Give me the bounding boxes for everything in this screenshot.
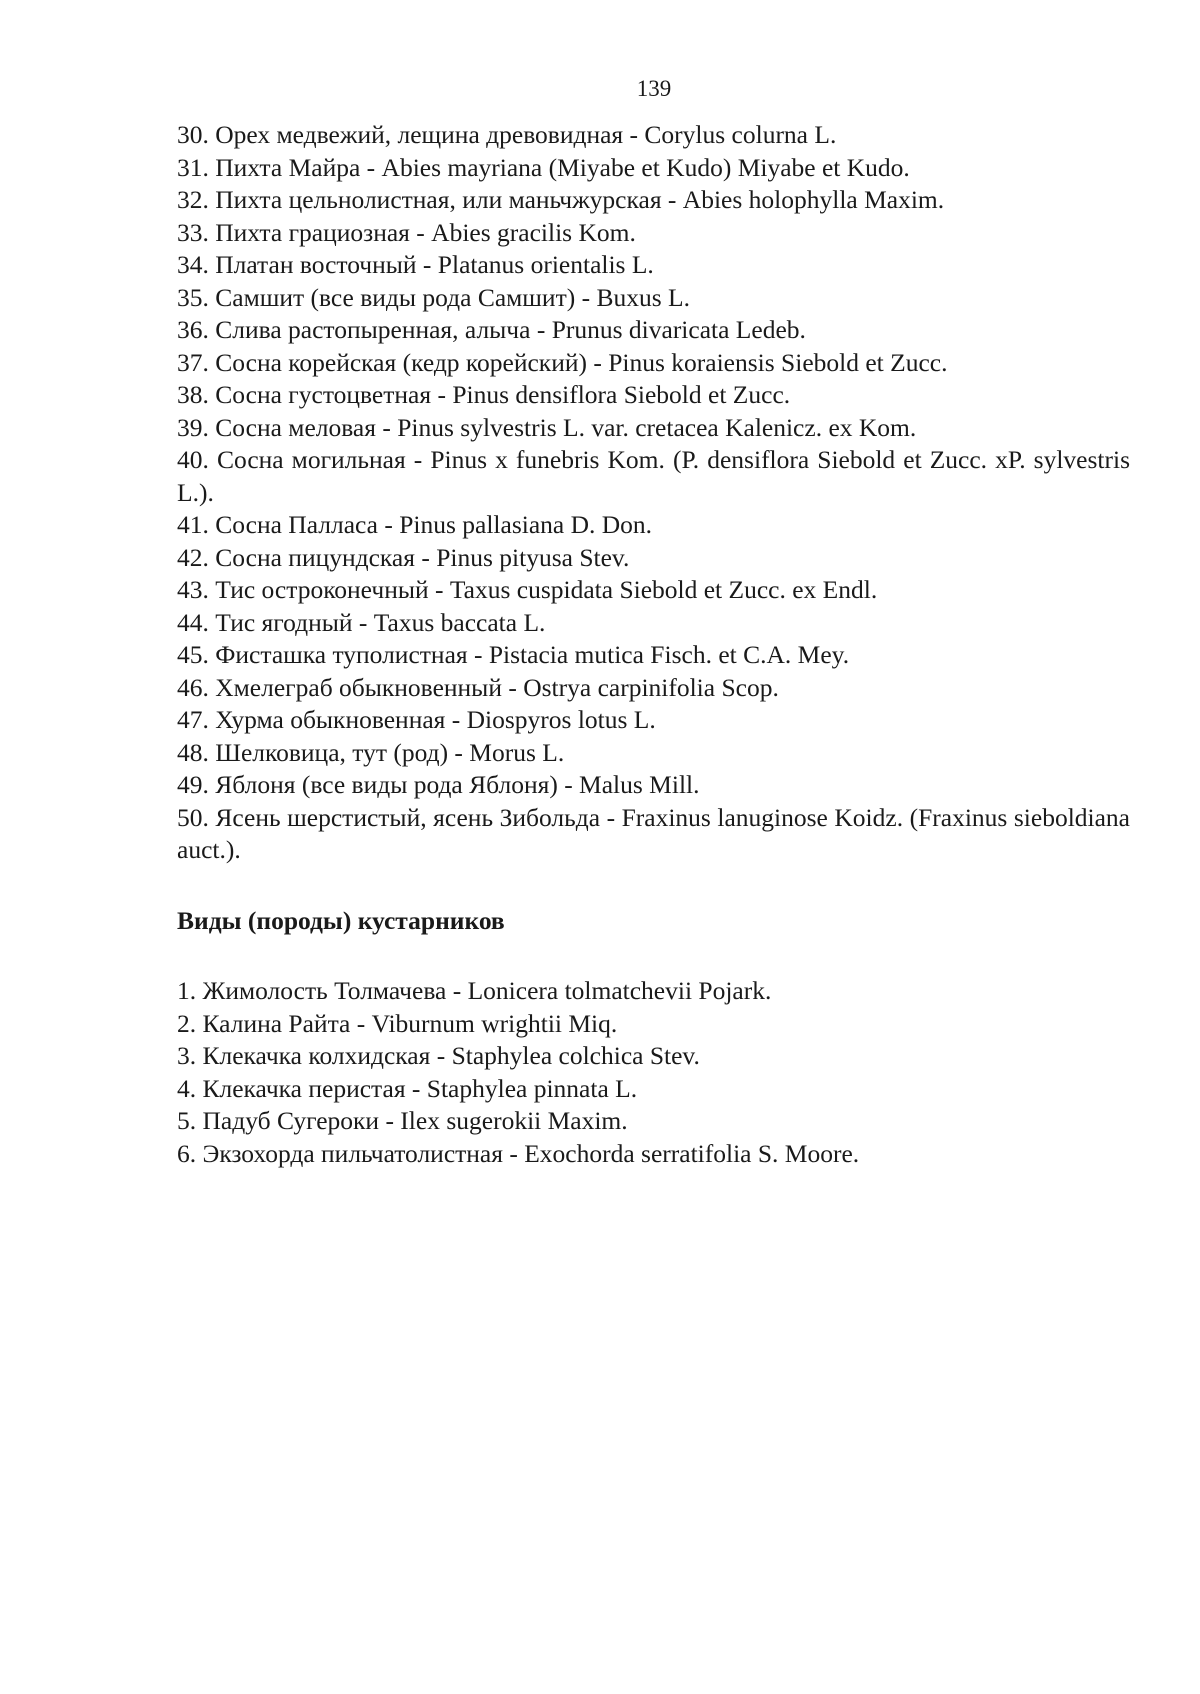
list-item: 3. Клекачка колхидская - Staphylea colchica Stev. (177, 1041, 700, 1070)
list-item: 1. Жимолость Толмачева - Lonicera tolmatchevii Pojark. (177, 976, 772, 1005)
list-item: 50. Ясень шерстистый, ясень Зибольда - Fraxinus lanuginose Koidz. (Fraxinus sieboldiana auct.). (177, 802, 1130, 864)
list-item: 35. Самшит (все виды рода Самшит) - Buxus L. (177, 282, 690, 312)
list-item: 6. Экзохорда пильчатолистная - Exochorda serratifolia S. Moore. (177, 1138, 860, 1168)
list-item: 30. Орех медвежий, лещина древовидная - Corylus colurna L. (177, 120, 837, 149)
list-item: 43. Тис остроконечный - Taxus cuspidata Siebold et Zucc. ex Endl. (177, 575, 878, 604)
list-item: 37. Сосна корейская (кедр корейский) - Pinus koraiensis Siebold et Zucc. (177, 347, 948, 377)
list-item: 34. Платан восточный - Platanus orientalis L. (177, 250, 654, 279)
list-item: 41. Сосна Палласа - Pinus pallasiana D. Don. (177, 510, 653, 539)
list-item: 48. Шелковица, тут (род) - Morus L. (177, 737, 565, 767)
list-item: 44. Тис ягодный - Taxus baccata L. (177, 607, 546, 637)
page-number: 139 (636, 76, 672, 101)
list-item: 5. Падуб Сугероки - Ilex sugerokii Maxim. (177, 1106, 628, 1135)
list-item: 38. Сосна густоцветная - Pinus densiflora Siebold et Zucc. (177, 380, 791, 409)
list-item: 4. Клекачка перистая - Staphylea pinnata L. (177, 1073, 638, 1103)
list-item: 39. Сосна меловая - Pinus sylvestris L. var. cretacea Kalenicz. ex Kom. (177, 412, 917, 442)
shrubs-list (177, 975, 1130, 1170)
list-item: 49. Яблоня (все виды рода Яблоня) - Malus Mill. (177, 770, 700, 799)
list-item: 2. Калина Райта - Viburnum wrightii Miq. (177, 1008, 618, 1038)
list-item: 45. Фисташка туполистная - Pistacia mutica Fisch. et C.A. Mey. (177, 640, 850, 669)
list-item: 32. Пихта цельнолистная, или маньчжурская - Abies holophylla Maxim. (177, 185, 945, 214)
page-content (177, 119, 1130, 1170)
trees-list (177, 119, 1130, 867)
list-item: 33. Пихта грациозная - Abies gracilis Kom. (177, 217, 636, 247)
list-item: 47. Хурма обыкновенная - Diospyros lotus L. (177, 705, 656, 734)
list-item: 46. Хмелеграб обыкновенный - Ostrya carpinifolia Scop. (177, 672, 779, 702)
section-heading: Виды (породы) кустарников (177, 905, 505, 935)
list-item: 31. Пихта Майра - Abies mayriana (Miyabe et Kudo) Miyabe et Kudo. (177, 152, 910, 182)
list-item: 42. Сосна пицундская - Pinus pityusa Stev. (177, 542, 630, 572)
list-item: 36. Слива растопыренная, алыча - Prunus divaricata Ledeb. (177, 315, 806, 344)
list-item: 40. Сосна могильная - Pinus x funebris Kom. (P. densiflora Siebold et Zucc. xP. sylvestris L.). (177, 445, 1130, 507)
